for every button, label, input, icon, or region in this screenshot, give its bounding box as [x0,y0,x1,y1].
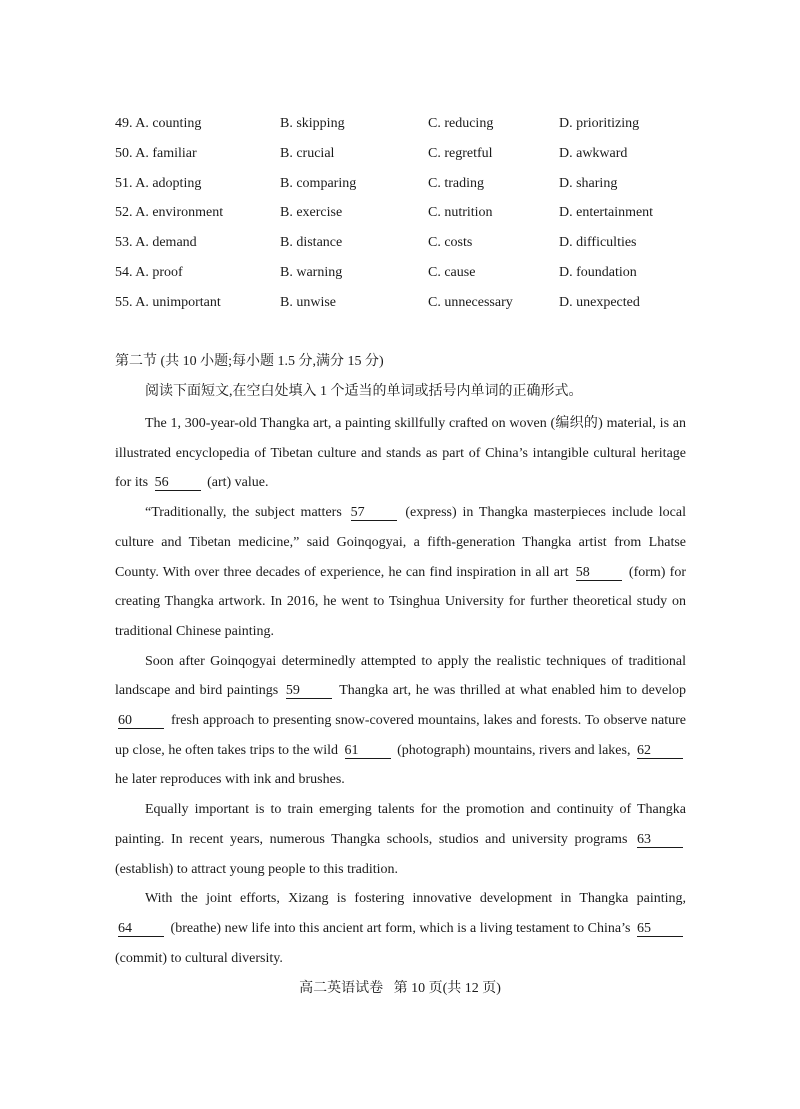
blank-64[interactable]: 64 [118,921,164,937]
option-a: 50. A. familiar [115,145,197,161]
passage-paragraph-1: The 1, 300-year-old Thangka art, a painting skillfully crafted on woven (编织的) material, is an illustrated encyclopedia of Tibetan culture and stands as part of China’s intangible cultural heritage for its 56 (art) value. [115,416,686,491]
blank-56[interactable]: 56 [155,475,201,491]
option-c: C. regretful [428,145,493,161]
blank-61[interactable]: 61 [345,743,391,759]
passage-paragraph-3: Soon after Goinqogyai determinedly attempted to apply the realistic techniques of traditional landscape and bird paintings 59 Thangka art, he was thrilled at what enabled him to develop 60 fresh approach to presenting snow-covered mountains, lakes and forests. To observe nature up close, he often takes trips to the wild 61 (photograph) mountains, rivers and lakes, 62 he later reproduces with ink and brushes. [115,653,686,788]
option-b: B. unwise [280,294,336,310]
option-a: 51. A. adopting [115,175,202,191]
section-instructions: 阅读下面短文,在空白处填入 1 个适当的单词或括号内单词的正确形式。 [145,384,583,399]
option-a: 53. A. demand [115,235,197,251]
option-a: 55. A. unimportant [115,294,221,310]
multiple-choice-options [115,113,715,322]
blank-57[interactable]: 57 [351,505,397,521]
blank-59[interactable]: 59 [286,683,332,699]
passage-paragraph-5: With the joint efforts, Xizang is fostering innovative development in Thangka painting, 64 (breathe) new life into this ancient art form, which is a living testament to China’s 65 (commit) to cultural diversity. [115,891,686,966]
option-row-52 [115,202,715,232]
option-row-51 [115,173,715,203]
option-c: C. trading [428,175,484,191]
option-d: D. sharing [559,175,618,191]
option-b: B. skipping [280,116,345,131]
option-d: D. awkward [559,145,628,161]
option-row-49 [115,113,715,143]
option-b: B. crucial [280,145,335,161]
option-c: C. nutrition [428,205,493,221]
option-c: C. reducing [428,116,494,131]
cloze-passage [115,409,686,973]
option-d: D. entertainment [559,205,654,221]
option-a: 54. A. proof [115,264,183,280]
blank-60[interactable]: 60 [118,713,164,729]
option-row-50 [115,143,715,173]
option-row-53 [115,232,715,262]
option-d: D. prioritizing [559,116,640,131]
option-b: B. warning [280,264,343,280]
option-b: B. exercise [280,205,343,221]
blank-63[interactable]: 63 [637,832,683,848]
option-c: C. costs [428,235,473,251]
option-row-54 [115,262,715,292]
option-b: B. comparing [280,175,357,191]
blank-62[interactable]: 62 [637,743,683,759]
page-footer: 高二英语试卷 第 10 页(共 12 页) [299,981,501,996]
option-d: D. foundation [559,264,637,280]
passage-paragraph-4: Equally important is to train emerging talents for the promotion and continuity of Thangka painting. In recent years, numerous Thangka schools, studios and university programs 63 (establish) to attract young people to this tradition. [115,802,686,877]
blank-65[interactable]: 65 [637,921,683,937]
option-b: B. distance [280,235,343,251]
section-heading: 第二节 (共 10 小题;每小题 1.5 分,满分 15 分) [115,354,384,369]
passage-paragraph-2: “Traditionally, the subject matters 57 (express) in Thangka masterpieces include local culture and Tibetan medicine,” said Goinqogyai, a fifth-generation Thangka artist from Lhatse County. With over three decades of experience, he can find inspiration in all art 58 (form) for creating Thangka artwork. In 2016, he went to Tsinghua University for further theoretical study on traditional Chinese painting. [115,505,686,639]
option-c: C. cause [428,264,476,280]
option-d: D. unexpected [559,294,640,310]
option-a: 52. A. environment [115,205,224,221]
option-c: C. unnecessary [428,294,513,310]
option-row-55 [115,292,715,322]
option-d: D. difficulties [559,235,637,251]
option-a: 49. A. counting [115,116,202,131]
blank-58[interactable]: 58 [576,565,622,581]
